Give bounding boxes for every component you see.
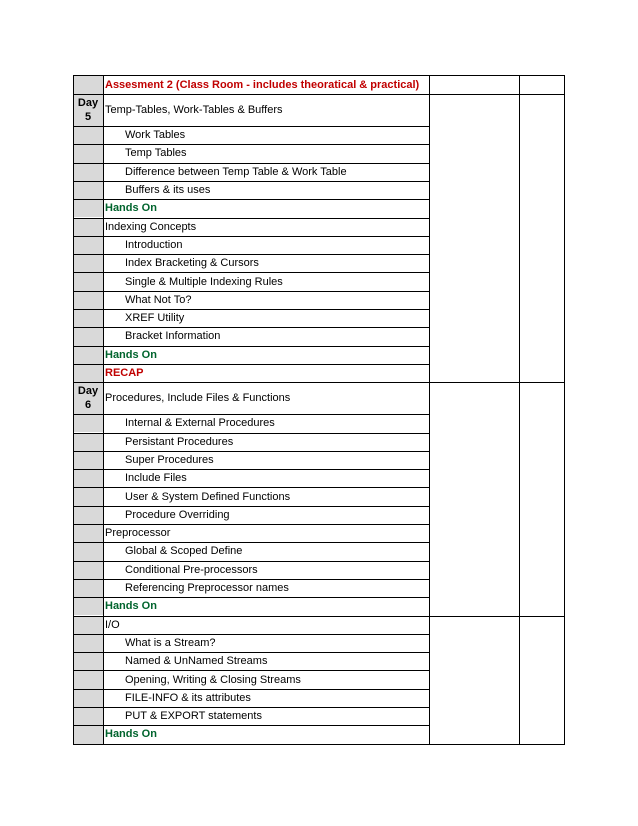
- day-cell: [73, 254, 103, 272]
- topic-cell: Named & UnNamed Streams: [125, 655, 268, 668]
- day-cell: [73, 579, 103, 597]
- day-cell: [73, 181, 103, 199]
- topic-cell: Temp-Tables, Work-Tables & Buffers: [105, 104, 283, 116]
- topic-cell: What Not To?: [125, 293, 192, 306]
- topic-cell: Difference between Temp Table & Work Table: [125, 165, 347, 178]
- day-cell: [73, 309, 103, 327]
- topic-cell: Indexing Concepts: [105, 220, 197, 233]
- topic-cell: Preprocessor: [105, 527, 171, 540]
- day-cell: [73, 218, 103, 236]
- topic-cell: Hands On: [105, 348, 157, 361]
- topic-cell: Hands On: [105, 600, 157, 613]
- topic-cell: Buffers & its uses: [125, 184, 211, 197]
- topic-cell: Work Tables: [125, 129, 186, 142]
- topic-cell: Persistant Procedures: [125, 435, 234, 448]
- schedule-table: [73, 75, 565, 745]
- day-cell: Day 5: [73, 94, 103, 126]
- topic-cell: Global & Scoped Define: [125, 545, 243, 558]
- day-cell: [73, 487, 103, 505]
- topic-cell: FILE-INFO & its attributes: [125, 691, 251, 704]
- topic-cell: Procedure Overriding: [125, 508, 230, 521]
- day-cell: [73, 597, 103, 615]
- day-cell: [73, 725, 103, 743]
- topic-cell: PUT & EXPORT statements: [125, 710, 262, 723]
- day-cell: [73, 291, 103, 309]
- day-cell: [73, 634, 103, 652]
- topic-cell: I/O: [105, 618, 120, 631]
- day-cell: [73, 561, 103, 579]
- topic-cell: RECAP: [105, 367, 144, 380]
- topic-cell: Include Files: [125, 472, 187, 485]
- day-cell: [73, 126, 103, 144]
- day-cell: [73, 75, 103, 94]
- day-cell: [73, 707, 103, 725]
- topic-cell: Bracket Information: [125, 330, 221, 343]
- day-cell: [73, 163, 103, 181]
- topic-cell: Single & Multiple Indexing Rules: [125, 275, 283, 288]
- topic-cell: Hands On: [105, 202, 157, 215]
- topic-cell: Procedures, Include Files & Functions: [105, 392, 291, 405]
- day-cell: [73, 236, 103, 254]
- topic-cell: Introduction: [125, 238, 183, 251]
- day-cell: [73, 346, 103, 364]
- topic-cell: Conditional Pre-processors: [125, 563, 258, 576]
- day-cell: [73, 199, 103, 217]
- day-cell: [73, 364, 103, 382]
- day-cell: [73, 616, 103, 634]
- day-cell: [73, 524, 103, 542]
- topic-cell: Hands On: [105, 728, 157, 741]
- topic-cell: Super Procedures: [125, 453, 214, 466]
- day-cell: [73, 144, 103, 162]
- topic-cell: Index Bracketing & Cursors: [125, 257, 259, 270]
- topic-cell: Opening, Writing & Closing Streams: [125, 673, 301, 686]
- day-cell: [73, 272, 103, 290]
- topic-cell: Assesment 2 (Class Room - includes theoratical & practical): [105, 78, 420, 91]
- day-cell: [73, 670, 103, 688]
- topic-cell: Internal & External Procedures: [125, 417, 275, 430]
- day-cell: [73, 469, 103, 487]
- day-cell: [73, 542, 103, 560]
- topic-cell: User & System Defined Functions: [125, 490, 291, 503]
- day-cell: [73, 414, 103, 432]
- day-cell: [73, 689, 103, 707]
- topic-cell: Temp Tables: [125, 147, 187, 160]
- day-cell: Day 6: [73, 382, 103, 414]
- day-cell: [73, 433, 103, 451]
- day-cell: [73, 652, 103, 670]
- day-cell: [73, 451, 103, 469]
- topic-cell: Referencing Preprocessor names: [125, 582, 289, 595]
- topic-cell: XREF Utility: [125, 312, 185, 325]
- day-cell: [73, 506, 103, 524]
- day-cell: [73, 327, 103, 345]
- topic-cell: What is a Stream?: [125, 636, 216, 649]
